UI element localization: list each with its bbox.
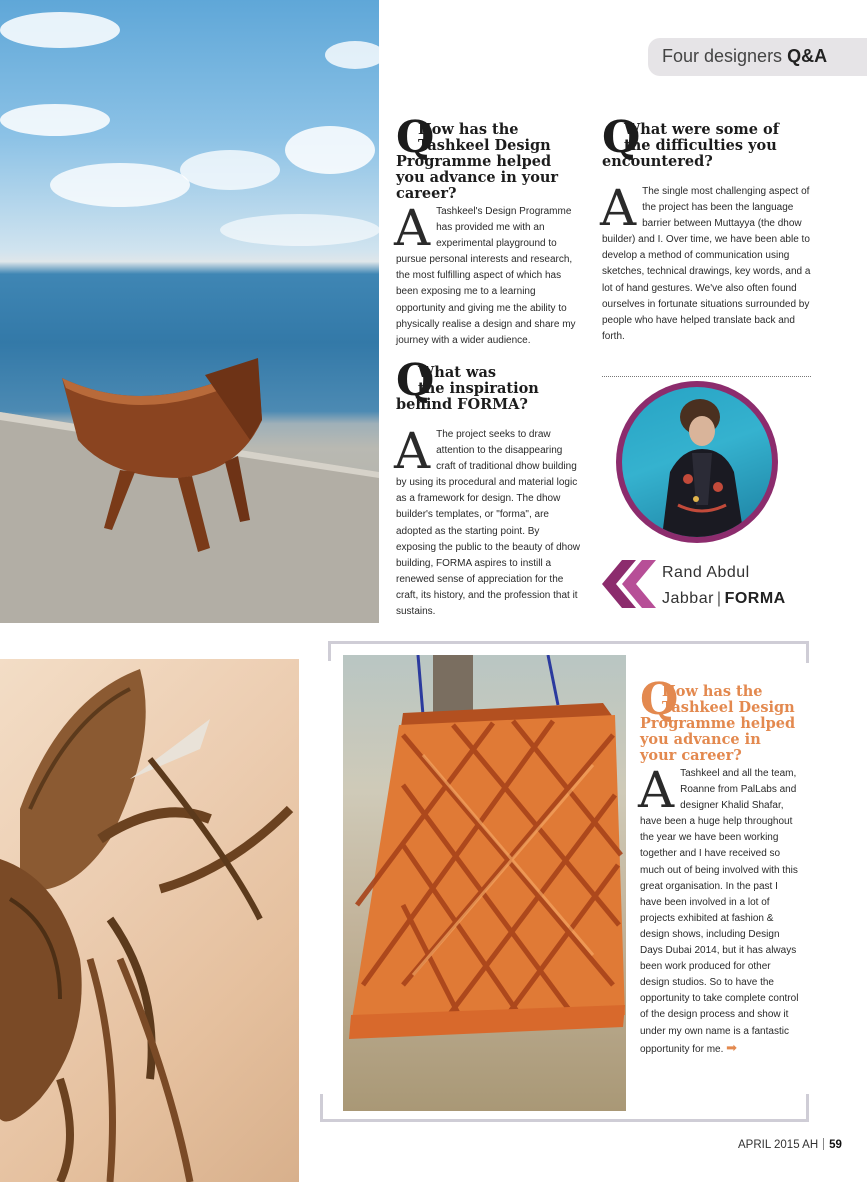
question-line: encountered? bbox=[602, 153, 713, 170]
wooden-chair-illustration bbox=[0, 0, 379, 623]
designer-portrait bbox=[616, 381, 778, 543]
answer-initial: A bbox=[638, 761, 675, 819]
question-line: Programme helped you advance in your career? bbox=[640, 715, 796, 764]
question-line: behind FORMA? bbox=[396, 396, 528, 413]
chevron-left-icon bbox=[600, 560, 658, 608]
designer-name-line bbox=[662, 586, 786, 612]
question-line: Tashkeel Design bbox=[662, 699, 795, 716]
section-title bbox=[662, 46, 827, 67]
question-heading bbox=[396, 112, 582, 202]
continue-arrow-icon: ➡ bbox=[726, 1039, 738, 1055]
woven-hammock-photo bbox=[343, 655, 626, 1111]
answer-body bbox=[600, 179, 812, 345]
section-title-bold: Q&A bbox=[787, 46, 828, 66]
question-initial: Q bbox=[396, 112, 435, 163]
designer-separator: | bbox=[716, 590, 722, 607]
answer-text: Tashkeel and all the team, Roanne from PalLabs and designer Khalid Shafar, have been a huge help throughout the year we have been working together and I have received so much out of being involved with this great organisation. In the past I have been involved in a lot of projects exhibited at fashion & design shows, including Design Days Dubai 2014, but it has always been work produced for other design studios. So to have the opportunity to take complete control of the design process and show it under my own name is a fantastic opportunity for me. bbox=[640, 768, 799, 1055]
answer-text: Tashkeel's Design Programme has provided me with an experimental playground to pursue personal interests and research, the most fulfilling aspect of which has been exposing me to a learning opportunity and giving me the ability to physically realise a design and share my journey with a wider audience. bbox=[396, 206, 576, 346]
issue-date: APRIL 2015 AH bbox=[738, 1139, 819, 1151]
woven-insect-illustration bbox=[0, 659, 299, 1182]
frame-line-left bbox=[328, 641, 331, 661]
frame-line-right bbox=[806, 641, 809, 663]
frame-line-bottom-left bbox=[320, 1094, 323, 1122]
qa-block-career bbox=[394, 112, 582, 349]
answer-text: The project seeks to draw attention to the disappearing craft of traditional dhow building by using its procedural and material logic as a framework for design. The dhow builder's templates, or "forma", are adopted as the starting point. By exposing the public to the beauty of dhow building, FORMA aspires to instill a renewed sense of appreciation for the craft, its history, and the profession that it sustains. bbox=[396, 429, 581, 618]
qa-block-difficulties bbox=[600, 112, 812, 345]
portrait-photo bbox=[622, 387, 772, 537]
question-initial: Q bbox=[602, 112, 641, 163]
woven-insect-photo bbox=[0, 659, 299, 1182]
footer-divider bbox=[823, 1138, 824, 1150]
question-line: How has the bbox=[418, 121, 519, 138]
qa-block-second-designer-career bbox=[638, 674, 800, 1058]
question-initial: Q bbox=[640, 674, 679, 725]
page-number: 59 bbox=[829, 1139, 842, 1151]
designer-project: FORMA bbox=[724, 590, 786, 607]
dotted-divider bbox=[602, 376, 811, 377]
question-line: Tashkeel Design bbox=[418, 137, 551, 154]
frame-line-bottom bbox=[320, 1119, 809, 1122]
qa-block-inspiration bbox=[394, 355, 582, 620]
question-line: What was bbox=[418, 364, 497, 381]
question-line: the difficulties you bbox=[624, 137, 777, 154]
question-line: What were some of bbox=[624, 121, 779, 138]
question-heading bbox=[640, 674, 800, 764]
question-initial: Q bbox=[396, 355, 435, 406]
page-footer bbox=[738, 1138, 842, 1151]
person-illustration bbox=[622, 387, 772, 537]
section-header-tab bbox=[648, 38, 867, 76]
woven-hammock-illustration bbox=[343, 655, 626, 1111]
designer-surname: Jabbar bbox=[662, 590, 714, 607]
chair-photo bbox=[0, 0, 379, 623]
designer-credit bbox=[662, 560, 786, 612]
designer-name-line: Rand Abdul bbox=[662, 564, 750, 581]
answer-initial: A bbox=[394, 199, 431, 257]
question-line: the inspiration bbox=[418, 380, 539, 397]
frame-line-top bbox=[328, 641, 809, 644]
section-title-plain: Four designers bbox=[662, 46, 788, 66]
answer-initial: A bbox=[394, 422, 431, 480]
question-line: Programme helped you advance in your career? bbox=[396, 153, 559, 202]
question-line: How has the bbox=[662, 683, 763, 700]
answer-body bbox=[638, 761, 800, 1058]
question-heading bbox=[602, 112, 812, 182]
question-heading bbox=[396, 355, 582, 425]
answer-initial: A bbox=[600, 179, 637, 237]
answer-text: The single most challenging aspect of the project has been the language barrier between Muttayya (the dhow builder) and I. Over time, we have been able to develop a method of communication using sketches, technical drawings, key words, and a lot of hand gestures. We've also often found ourselves in fortunate situations surrounded by people who have helped translate back and forth. bbox=[602, 186, 811, 342]
answer-body bbox=[394, 199, 582, 349]
answer-body bbox=[394, 422, 582, 620]
frame-line-bottom-right bbox=[806, 1094, 809, 1122]
